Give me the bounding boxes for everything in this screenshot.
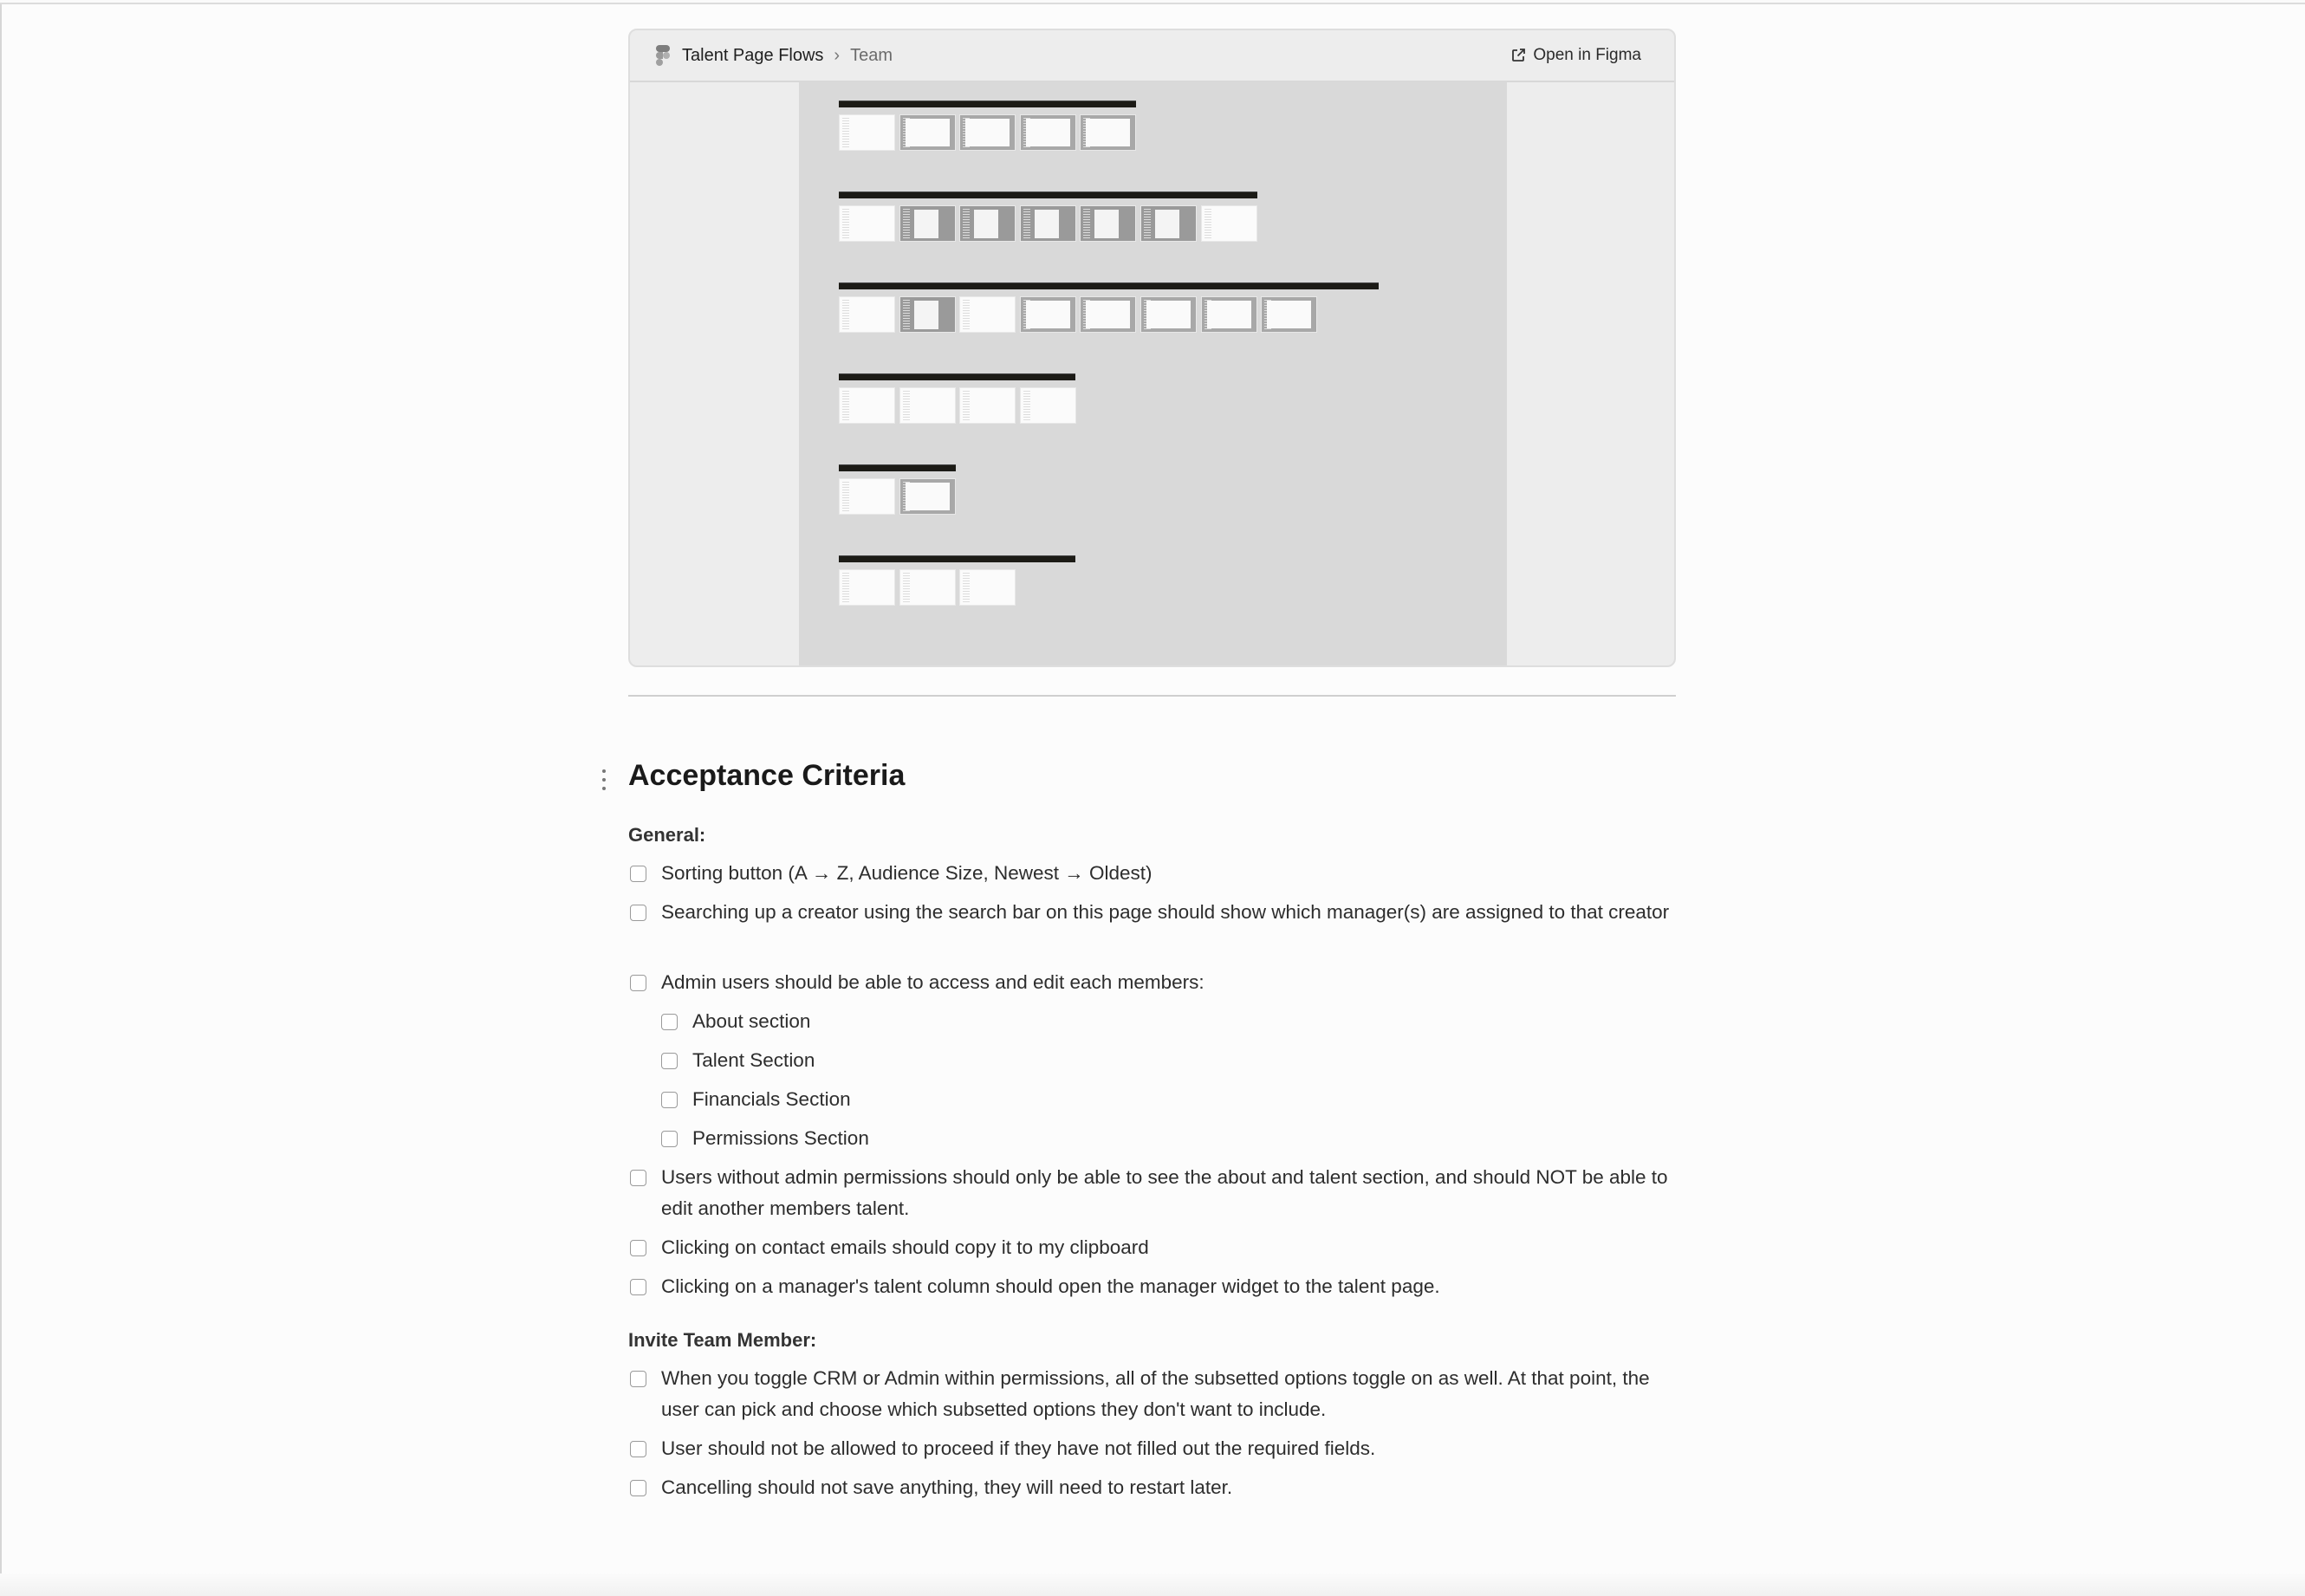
checkbox[interactable] — [630, 1279, 646, 1295]
checkbox[interactable] — [630, 975, 646, 991]
bottom-fade — [0, 1573, 2305, 1596]
frame-thumbnail[interactable] — [959, 205, 1016, 242]
checklist-item: Cancelling should not save anything, they will need to restart later. — [630, 1472, 1670, 1503]
flow-section-header[interactable] — [839, 555, 1075, 562]
checklist-item: When you toggle CRM or Admin within permissions, all of the subsetted options toggle on as well. At that point, the user can pick and choose which subsetted options they don't want to include. — [630, 1363, 1683, 1425]
frame-thumbnail[interactable] — [839, 296, 895, 333]
flow-section-header[interactable] — [839, 464, 956, 471]
frame-thumbnail[interactable] — [839, 387, 895, 424]
top-border — [0, 0, 2305, 4]
breadcrumb-file[interactable]: Talent Page Flows — [682, 45, 824, 65]
checklist-subitem: Permissions Section — [661, 1123, 1614, 1154]
flow-section-header[interactable] — [839, 282, 1379, 289]
checklist-item: Clicking on a manager's talent column should open the manager widget to the talent page. — [630, 1271, 1670, 1302]
checkbox[interactable] — [630, 866, 646, 882]
frame-thumbnail[interactable] — [1201, 205, 1257, 242]
frame-thumbnail[interactable] — [899, 296, 956, 333]
flow-section-header[interactable] — [839, 373, 1075, 380]
figma-icon — [656, 45, 670, 66]
frame-thumbnail[interactable] — [839, 569, 895, 606]
frame-thumbnail[interactable] — [839, 478, 895, 515]
frame-thumbnail[interactable] — [1020, 114, 1076, 151]
frame-thumbnail[interactable] — [1020, 387, 1076, 424]
checklist-subitem: About section — [661, 1006, 1614, 1037]
checkbox[interactable] — [661, 1014, 678, 1030]
checkbox[interactable] — [661, 1131, 678, 1147]
left-border — [0, 4, 2, 1596]
checkbox[interactable] — [630, 1371, 646, 1387]
general-label: General: — [628, 824, 706, 846]
checklist-item: Clicking on contact emails should copy it to my clipboard — [630, 1232, 1670, 1263]
section-title: Acceptance Criteria — [628, 759, 906, 792]
flow-section-header[interactable] — [839, 191, 1257, 198]
frame-thumbnail[interactable] — [1140, 205, 1197, 242]
checkbox[interactable] — [661, 1053, 678, 1069]
checkbox[interactable] — [630, 1441, 646, 1457]
frame-thumbnail[interactable] — [959, 569, 1016, 606]
frame-thumbnail[interactable] — [1201, 296, 1257, 333]
frame-thumbnail[interactable] — [1140, 296, 1197, 333]
checkbox[interactable] — [630, 905, 646, 921]
embed-header — [630, 30, 1674, 82]
checklist-item: Searching up a creator using the search bar on this page should show which manager(s) are assigned to that creator — [630, 897, 1675, 928]
frame-thumbnail[interactable] — [899, 569, 956, 606]
checklist-subitem: Financials Section — [661, 1084, 1614, 1115]
frame-thumbnail[interactable] — [899, 478, 956, 515]
checkbox[interactable] — [630, 1480, 646, 1496]
frame-thumbnail[interactable] — [839, 114, 895, 151]
checklist-item: Users without admin permissions should only be able to see the about and talent section, and should NOT be able to edit another members talent. — [630, 1162, 1675, 1224]
checkbox[interactable] — [630, 1170, 646, 1186]
checkbox[interactable] — [630, 1240, 646, 1256]
external-link-icon — [1510, 48, 1526, 63]
flow-section-header[interactable] — [839, 101, 1136, 107]
frame-thumbnail[interactable] — [959, 114, 1016, 151]
divider — [628, 695, 1676, 697]
figma-canvas[interactable] — [799, 82, 1507, 667]
frame-thumbnail[interactable] — [1020, 296, 1076, 333]
breadcrumb-separator: › — [834, 45, 841, 65]
frame-thumbnail[interactable] — [959, 296, 1016, 333]
frame-thumbnail[interactable] — [899, 387, 956, 424]
checklist-item: Admin users should be able to access and edit each members: — [630, 967, 1670, 998]
checklist-subitem: Talent Section — [661, 1045, 1614, 1076]
open-in-figma-label: Open in Figma — [1533, 46, 1641, 64]
checklist-item: Sorting button (A → Z, Audience Size, Newest → Oldest) — [630, 858, 1670, 889]
frame-thumbnail[interactable] — [1080, 114, 1136, 151]
frame-thumbnail[interactable] — [1261, 296, 1317, 333]
frame-thumbnail[interactable] — [839, 205, 895, 242]
frame-thumbnail[interactable] — [899, 114, 956, 151]
open-in-figma-button[interactable] — [1510, 46, 1641, 65]
frame-thumbnail[interactable] — [1020, 205, 1076, 242]
figma-embed — [628, 29, 1676, 667]
frame-thumbnail[interactable] — [959, 387, 1016, 424]
checklist-item: User should not be allowed to proceed if they have not filled out the required fields. — [630, 1433, 1670, 1464]
breadcrumb-page[interactable]: Team — [850, 45, 893, 65]
invite-team-member-label: Invite Team Member: — [628, 1329, 817, 1351]
frame-thumbnail[interactable] — [899, 205, 956, 242]
drag-handle-icon[interactable] — [601, 769, 607, 790]
frame-thumbnail[interactable] — [1080, 296, 1136, 333]
checkbox[interactable] — [661, 1092, 678, 1108]
frame-thumbnail[interactable] — [1080, 205, 1136, 242]
